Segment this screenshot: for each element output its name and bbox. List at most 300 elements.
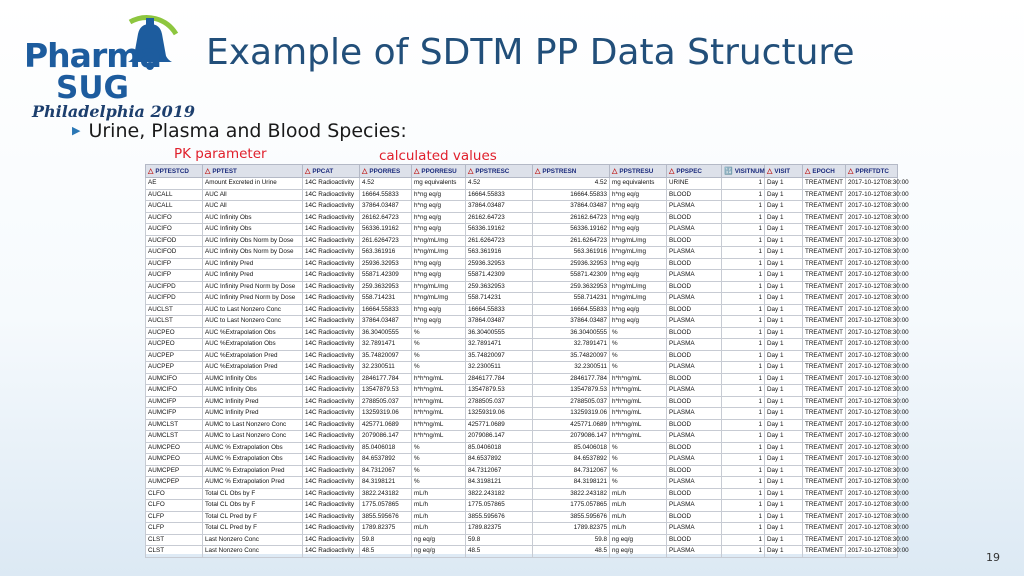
cell-pprftdtc: 2017-10-12T08:30:00 [846,419,898,431]
cell-ppstresu: h*h*ng/mL [610,373,667,385]
cell-epoch: TREATMENT [803,235,846,247]
cell-ppstresu: ng eq/g [610,546,667,558]
cell-ppstresn: 55871.42309 [533,270,610,282]
cell-ppstresu: h*ng eq/g [610,201,667,213]
table-row[interactable] [146,247,898,259]
cell-pptestcd: AUMCIFO [146,373,203,385]
cell-ppspec: PLASMA [667,201,722,213]
table-row[interactable] [146,500,898,512]
cell-ppstresu: % [610,327,667,339]
cell-pporres: 13259319.06 [360,408,412,420]
table-row[interactable] [146,431,898,443]
cell-pptest: Total CL Obs by F [203,500,303,512]
slide-title: Example of SDTM PP Data Structure [206,32,855,73]
cell-ppstresc: 25936.32953 [466,258,533,270]
cell-ppstresc: 261.6264723 [466,235,533,247]
cell-ppstresc: 259.3632953 [466,281,533,293]
column-header-ppspec[interactable] [667,165,722,178]
cell-visit: Day 1 [765,293,803,305]
cell-pptestcd: AUCALL [146,201,203,213]
cell-pprftdtc: 2017-10-12T08:30:00 [846,350,898,362]
column-header-pprftdtc[interactable] [846,165,898,178]
table-row[interactable] [146,477,898,489]
cell-epoch: TREATMENT [803,546,846,558]
cell-ppspec: PLASMA [667,362,722,374]
cell-visitnum: 1 [722,546,765,558]
bullet-arrow-icon: ▶ [72,124,81,137]
table-row[interactable] [146,385,898,397]
cell-pptestcd: AUCPEO [146,339,203,351]
cell-ppstresu: h*h*ng/mL [610,419,667,431]
cell-ppspec: URINE [667,178,722,190]
cell-pptest: AUMC Infinity Obs [203,373,303,385]
table-row[interactable] [146,293,898,305]
cell-pporresu: h*h*ng/mL [412,396,466,408]
cell-ppspec: BLOOD [667,189,722,201]
column-header-label: PPSTRESC [475,168,510,175]
cell-pptest: AUC %Extrapolation Obs [203,327,303,339]
cell-pprftdtc: 2017-10-12T08:30:00 [846,339,898,351]
cell-ppcat: 14C Radioactivity [303,178,360,190]
column-header-label: PPSTRESN [542,168,577,175]
cell-ppstresn: 35.74820097 [533,350,610,362]
cell-ppstresn: 84.3198121 [533,477,610,489]
cell-ppstresc: 3855.595676 [466,511,533,523]
column-header-label: PPORRES [369,168,401,175]
cell-visitnum: 1 [722,178,765,190]
cell-ppstresn: 25936.32953 [533,258,610,270]
column-header-label: PPTESTCD [155,168,189,175]
table-row[interactable] [146,419,898,431]
cell-pporresu: h*ng eq/g [412,201,466,213]
cell-pporresu: h*h*ng/mL [412,385,466,397]
cell-pptestcd: AUCPEP [146,350,203,362]
cell-ppstresu: h*h*ng/mL [610,431,667,443]
column-header-pptestcd[interactable] [146,165,203,178]
column-header-ppstresu[interactable] [610,165,667,178]
cell-ppstresn: 2846177.784 [533,373,610,385]
cell-ppstresc: 13259319.06 [466,408,533,420]
column-header-visit[interactable] [765,165,803,178]
cell-pprftdtc: 2017-10-12T08:30:00 [846,534,898,546]
cell-epoch: TREATMENT [803,189,846,201]
cell-ppspec: BLOOD [667,396,722,408]
cell-pptestcd: CLST [146,534,203,546]
cell-ppcat: 14C Radioactivity [303,534,360,546]
cell-visit: Day 1 [765,465,803,477]
cell-ppcat: 14C Radioactivity [303,201,360,213]
table-row[interactable] [146,178,898,190]
cell-pptestcd: AUCIFO [146,224,203,236]
cell-ppstresc: 425771.0689 [466,419,533,431]
column-header-pporres[interactable] [360,165,412,178]
cell-visit: Day 1 [765,454,803,466]
table-row[interactable] [146,212,898,224]
cell-epoch: TREATMENT [803,339,846,351]
cell-pporres: 16664.55833 [360,304,412,316]
cell-pprftdtc: 2017-10-12T08:30:00 [846,327,898,339]
cell-epoch: TREATMENT [803,270,846,282]
column-header-ppstresc[interactable] [466,165,533,178]
cell-pptestcd: AUCLST [146,316,203,328]
cell-pprftdtc: 2017-10-12T08:30:00 [846,523,898,535]
column-header-pptest[interactable] [203,165,303,178]
cell-pptestcd: AUMCPEP [146,477,203,489]
cell-ppstresc: 32.2300511 [466,362,533,374]
cell-visitnum: 1 [722,396,765,408]
cell-ppcat: 14C Radioactivity [303,500,360,512]
table-row[interactable] [146,488,898,500]
cell-epoch: TREATMENT [803,385,846,397]
cell-ppspec: BLOOD [667,304,722,316]
cell-pporresu: h*h*ng/mL [412,431,466,443]
cell-pporresu: % [412,454,466,466]
cell-pprftdtc: 2017-10-12T08:30:00 [846,189,898,201]
cell-visit: Day 1 [765,224,803,236]
logo-pharma-text: Pharma [24,36,161,75]
cell-pporresu: % [412,362,466,374]
cell-visit: Day 1 [765,431,803,443]
cell-visitnum: 1 [722,488,765,500]
cell-epoch: TREATMENT [803,431,846,443]
cell-ppstresn: 13259319.06 [533,408,610,420]
column-header-epoch[interactable] [803,165,846,178]
cell-visitnum: 1 [722,350,765,362]
cell-pporresu: h*ng/mL/mg [412,247,466,259]
cell-visitnum: 1 [722,270,765,282]
cell-ppspec: BLOOD [667,258,722,270]
cell-pporresu: h*ng eq/g [412,258,466,270]
bullet-point [72,120,407,142]
cell-epoch: TREATMENT [803,534,846,546]
cell-pptest: AUC %Extrapolation Obs [203,339,303,351]
cell-visitnum: 1 [722,408,765,420]
cell-pptestcd: AUCIFOD [146,247,203,259]
table-row[interactable] [146,258,898,270]
cell-epoch: TREATMENT [803,258,846,270]
table-row[interactable] [146,534,898,546]
cell-ppstresc: 3822.243182 [466,488,533,500]
cell-pporres: 2079086.147 [360,431,412,443]
cell-ppstresu: h*ng eq/g [610,258,667,270]
cell-visitnum: 1 [722,385,765,397]
cell-epoch: TREATMENT [803,224,846,236]
cell-pporres: 32.2300511 [360,362,412,374]
cell-ppstresn: 32.2300511 [533,362,610,374]
cell-pporresu: h*ng eq/g [412,270,466,282]
column-header-visitnum[interactable] [722,165,765,178]
cell-pporres: 563.361916 [360,247,412,259]
cell-ppstresu: h*ng eq/g [610,270,667,282]
cell-pprftdtc: 2017-10-12T08:30:00 [846,385,898,397]
cell-ppstresu: % [610,454,667,466]
cell-ppstresn: 16664.55833 [533,304,610,316]
cell-ppspec: BLOOD [667,281,722,293]
cell-epoch: TREATMENT [803,201,846,213]
cell-pptestcd: CLFP [146,523,203,535]
table-row[interactable] [146,546,898,558]
cell-epoch: TREATMENT [803,523,846,535]
column-header-ppcat[interactable] [303,165,360,178]
cell-visitnum: 1 [722,373,765,385]
bullet-text: Urine, Plasma and Blood Species: [88,120,407,142]
cell-ppstresn: 3855.595676 [533,511,610,523]
cell-ppstresn: 84.7312067 [533,465,610,477]
cell-pptest: AUC Infinity Pred Norm by Dose [203,293,303,305]
cell-visitnum: 1 [722,511,765,523]
cell-ppstresc: 2079086.147 [466,431,533,443]
cell-visit: Day 1 [765,270,803,282]
table-row[interactable] [146,523,898,535]
cell-ppstresc: 84.7312067 [466,465,533,477]
cell-pporresu: h*ng/mL/mg [412,281,466,293]
cell-pporresu: % [412,350,466,362]
cell-ppstresu: h*ng eq/g [610,304,667,316]
table-row[interactable] [146,511,898,523]
cell-pptest: AUC Infinity Pred Norm by Dose [203,281,303,293]
cell-pptest: AUMC to Last Nonzero Conc [203,419,303,431]
cell-pporres: 425771.0689 [360,419,412,431]
cell-ppstresc: 13547879.53 [466,385,533,397]
cell-ppstresu: h*ng/mL/mg [610,293,667,305]
character-column-icon: △ [767,168,773,175]
cell-ppcat: 14C Radioactivity [303,477,360,489]
table-row[interactable] [146,327,898,339]
cell-epoch: TREATMENT [803,350,846,362]
table-header-row [146,165,898,178]
cell-pprftdtc: 2017-10-12T08:30:00 [846,212,898,224]
cell-pprftdtc: 2017-10-12T08:30:00 [846,408,898,420]
cell-ppstresc: 4.52 [466,178,533,190]
annotation-calculated-values: calculated values [379,148,497,164]
cell-pporres: 3855.595676 [360,511,412,523]
cell-pporres: 84.3198121 [360,477,412,489]
cell-pptestcd: AUMCIFP [146,408,203,420]
cell-ppcat: 14C Radioactivity [303,281,360,293]
cell-ppstresn: 36.30400555 [533,327,610,339]
cell-visit: Day 1 [765,339,803,351]
cell-pporres: 35.74820097 [360,350,412,362]
cell-ppstresc: 55871.42309 [466,270,533,282]
cell-visitnum: 1 [722,442,765,454]
cell-pporresu: h*ng eq/g [412,224,466,236]
cell-ppspec: PLASMA [667,385,722,397]
cell-ppstresc: 84.3198121 [466,477,533,489]
cell-visit: Day 1 [765,408,803,420]
cell-pptest: Last Nonzero Conc [203,546,303,558]
cell-ppcat: 14C Radioactivity [303,247,360,259]
cell-ppstresc: 35.74820097 [466,350,533,362]
cell-ppspec: PLASMA [667,247,722,259]
cell-ppcat: 14C Radioactivity [303,293,360,305]
cell-epoch: TREATMENT [803,419,846,431]
cell-pporres: 13547879.53 [360,385,412,397]
cell-visit: Day 1 [765,235,803,247]
cell-pporres: 1775.057865 [360,500,412,512]
table-row[interactable] [146,339,898,351]
table-row[interactable] [146,454,898,466]
character-column-icon: △ [669,168,675,175]
cell-pporres: 37864.03487 [360,316,412,328]
cell-ppstresc: 2788505.037 [466,396,533,408]
cell-epoch: TREATMENT [803,281,846,293]
table-row[interactable] [146,350,898,362]
cell-ppstresc: 36.30400555 [466,327,533,339]
cell-epoch: TREATMENT [803,442,846,454]
character-column-icon: △ [535,168,541,175]
cell-ppspec: BLOOD [667,350,722,362]
cell-ppcat: 14C Radioactivity [303,373,360,385]
cell-ppspec: BLOOD [667,327,722,339]
cell-ppcat: 14C Radioactivity [303,511,360,523]
column-header-label: PPSTRESU [619,168,654,175]
cell-visitnum: 1 [722,523,765,535]
cell-pptestcd: AUMCPEO [146,442,203,454]
logo-sug-text: SUG [56,70,129,106]
cell-ppstresc: 16664.55833 [466,304,533,316]
cell-pporresu: mg equivalents [412,178,466,190]
cell-pptest: AUC to Last Nonzero Conc [203,304,303,316]
column-header-ppstresn[interactable] [533,165,610,178]
cell-ppstresu: mL/h [610,488,667,500]
cell-ppstresu: mg equivalents [610,178,667,190]
character-column-icon: △ [305,168,311,175]
cell-pprftdtc: 2017-10-12T08:30:00 [846,258,898,270]
column-header-label: PPRFTDTC [855,168,889,175]
cell-pptestcd: AUCIFOD [146,235,203,247]
cell-ppstresn: 563.361916 [533,247,610,259]
cell-ppstresc: 59.8 [466,534,533,546]
cell-ppcat: 14C Radioactivity [303,327,360,339]
cell-pprftdtc: 2017-10-12T08:30:00 [846,362,898,374]
cell-ppcat: 14C Radioactivity [303,419,360,431]
cell-ppstresu: % [610,442,667,454]
cell-ppstresu: h*ng/mL/mg [610,235,667,247]
cell-visit: Day 1 [765,247,803,259]
cell-pporresu: % [412,465,466,477]
table-row[interactable] [146,362,898,374]
cell-pptestcd: AUMCLST [146,431,203,443]
cell-ppcat: 14C Radioactivity [303,523,360,535]
cell-pprftdtc: 2017-10-12T08:30:00 [846,293,898,305]
cell-ppspec: BLOOD [667,373,722,385]
cell-ppstresn: 425771.0689 [533,419,610,431]
character-column-icon: △ [468,168,474,175]
table-row[interactable] [146,465,898,477]
cell-ppcat: 14C Radioactivity [303,488,360,500]
cell-ppstresc: 1789.82375 [466,523,533,535]
column-header-label: EPOCH [812,168,835,175]
table-row[interactable] [146,442,898,454]
cell-pporresu: h*ng eq/g [412,316,466,328]
cell-visitnum: 1 [722,293,765,305]
table-row[interactable] [146,201,898,213]
cell-ppspec: PLASMA [667,339,722,351]
cell-pptest: AUC to Last Nonzero Conc [203,316,303,328]
cell-ppstresn: 59.8 [533,534,610,546]
table-row[interactable] [146,189,898,201]
cell-visit: Day 1 [765,488,803,500]
cell-pprftdtc: 2017-10-12T08:30:00 [846,511,898,523]
cell-pptest: AUC %Extrapolation Pred [203,350,303,362]
cell-ppstresn: 26162.64723 [533,212,610,224]
cell-epoch: TREATMENT [803,373,846,385]
cell-ppstresc: 84.6537892 [466,454,533,466]
table-row[interactable] [146,224,898,236]
cell-ppstresn: 85.0406018 [533,442,610,454]
cell-pporresu: ng eq/g [412,534,466,546]
cell-visitnum: 1 [722,465,765,477]
column-header-pporresu[interactable] [412,165,466,178]
cell-epoch: TREATMENT [803,247,846,259]
table-row[interactable] [146,373,898,385]
cell-ppspec: PLASMA [667,270,722,282]
cell-pporresu: h*h*ng/mL [412,373,466,385]
cell-ppcat: 14C Radioactivity [303,546,360,558]
cell-visitnum: 1 [722,247,765,259]
cell-visit: Day 1 [765,327,803,339]
cell-pprftdtc: 2017-10-12T08:30:00 [846,477,898,489]
cell-visitnum: 1 [722,201,765,213]
cell-ppspec: PLASMA [667,546,722,558]
cell-ppstresu: % [610,465,667,477]
cell-ppspec: PLASMA [667,316,722,328]
cell-pporresu: h*ng/mL/mg [412,293,466,305]
cell-pptestcd: AUCIFPD [146,293,203,305]
cell-visit: Day 1 [765,362,803,374]
cell-ppstresc: 32.7891471 [466,339,533,351]
cell-pprftdtc: 2017-10-12T08:30:00 [846,281,898,293]
cell-pporresu: h*ng eq/g [412,304,466,316]
cell-visitnum: 1 [722,500,765,512]
cell-ppcat: 14C Radioactivity [303,442,360,454]
cell-visit: Day 1 [765,201,803,213]
cell-pprftdtc: 2017-10-12T08:30:00 [846,247,898,259]
table-row[interactable] [146,235,898,247]
cell-visitnum: 1 [722,327,765,339]
cell-pptest: Total CL Pred by F [203,523,303,535]
cell-ppstresc: 26162.64723 [466,212,533,224]
cell-ppcat: 14C Radioactivity [303,235,360,247]
table-row[interactable] [146,304,898,316]
cell-pporres: 36.30400555 [360,327,412,339]
table-row[interactable] [146,270,898,282]
cell-ppstresn: 4.52 [533,178,610,190]
cell-pporres: 2788505.037 [360,396,412,408]
cell-pprftdtc: 2017-10-12T08:30:00 [846,304,898,316]
table-row[interactable] [146,408,898,420]
cell-visitnum: 1 [722,454,765,466]
table-row[interactable] [146,396,898,408]
cell-pptestcd: CLST [146,546,203,558]
cell-pporresu: h*ng/mL/mg [412,235,466,247]
cell-visitnum: 1 [722,339,765,351]
table-row[interactable] [146,281,898,293]
cell-pporresu: h*ng eq/g [412,212,466,224]
cell-ppcat: 14C Radioactivity [303,454,360,466]
cell-ppstresn: 2788505.037 [533,396,610,408]
table-row[interactable] [146,316,898,328]
column-header-label: VISIT [774,168,791,175]
cell-visit: Day 1 [765,212,803,224]
cell-pporresu: h*ng eq/g [412,189,466,201]
cell-epoch: TREATMENT [803,178,846,190]
cell-visit: Day 1 [765,534,803,546]
cell-pptest: AUC All [203,201,303,213]
cell-ppstresu: h*h*ng/mL [610,385,667,397]
cell-ppstresc: 37864.03487 [466,201,533,213]
cell-ppstresu: mL/h [610,500,667,512]
